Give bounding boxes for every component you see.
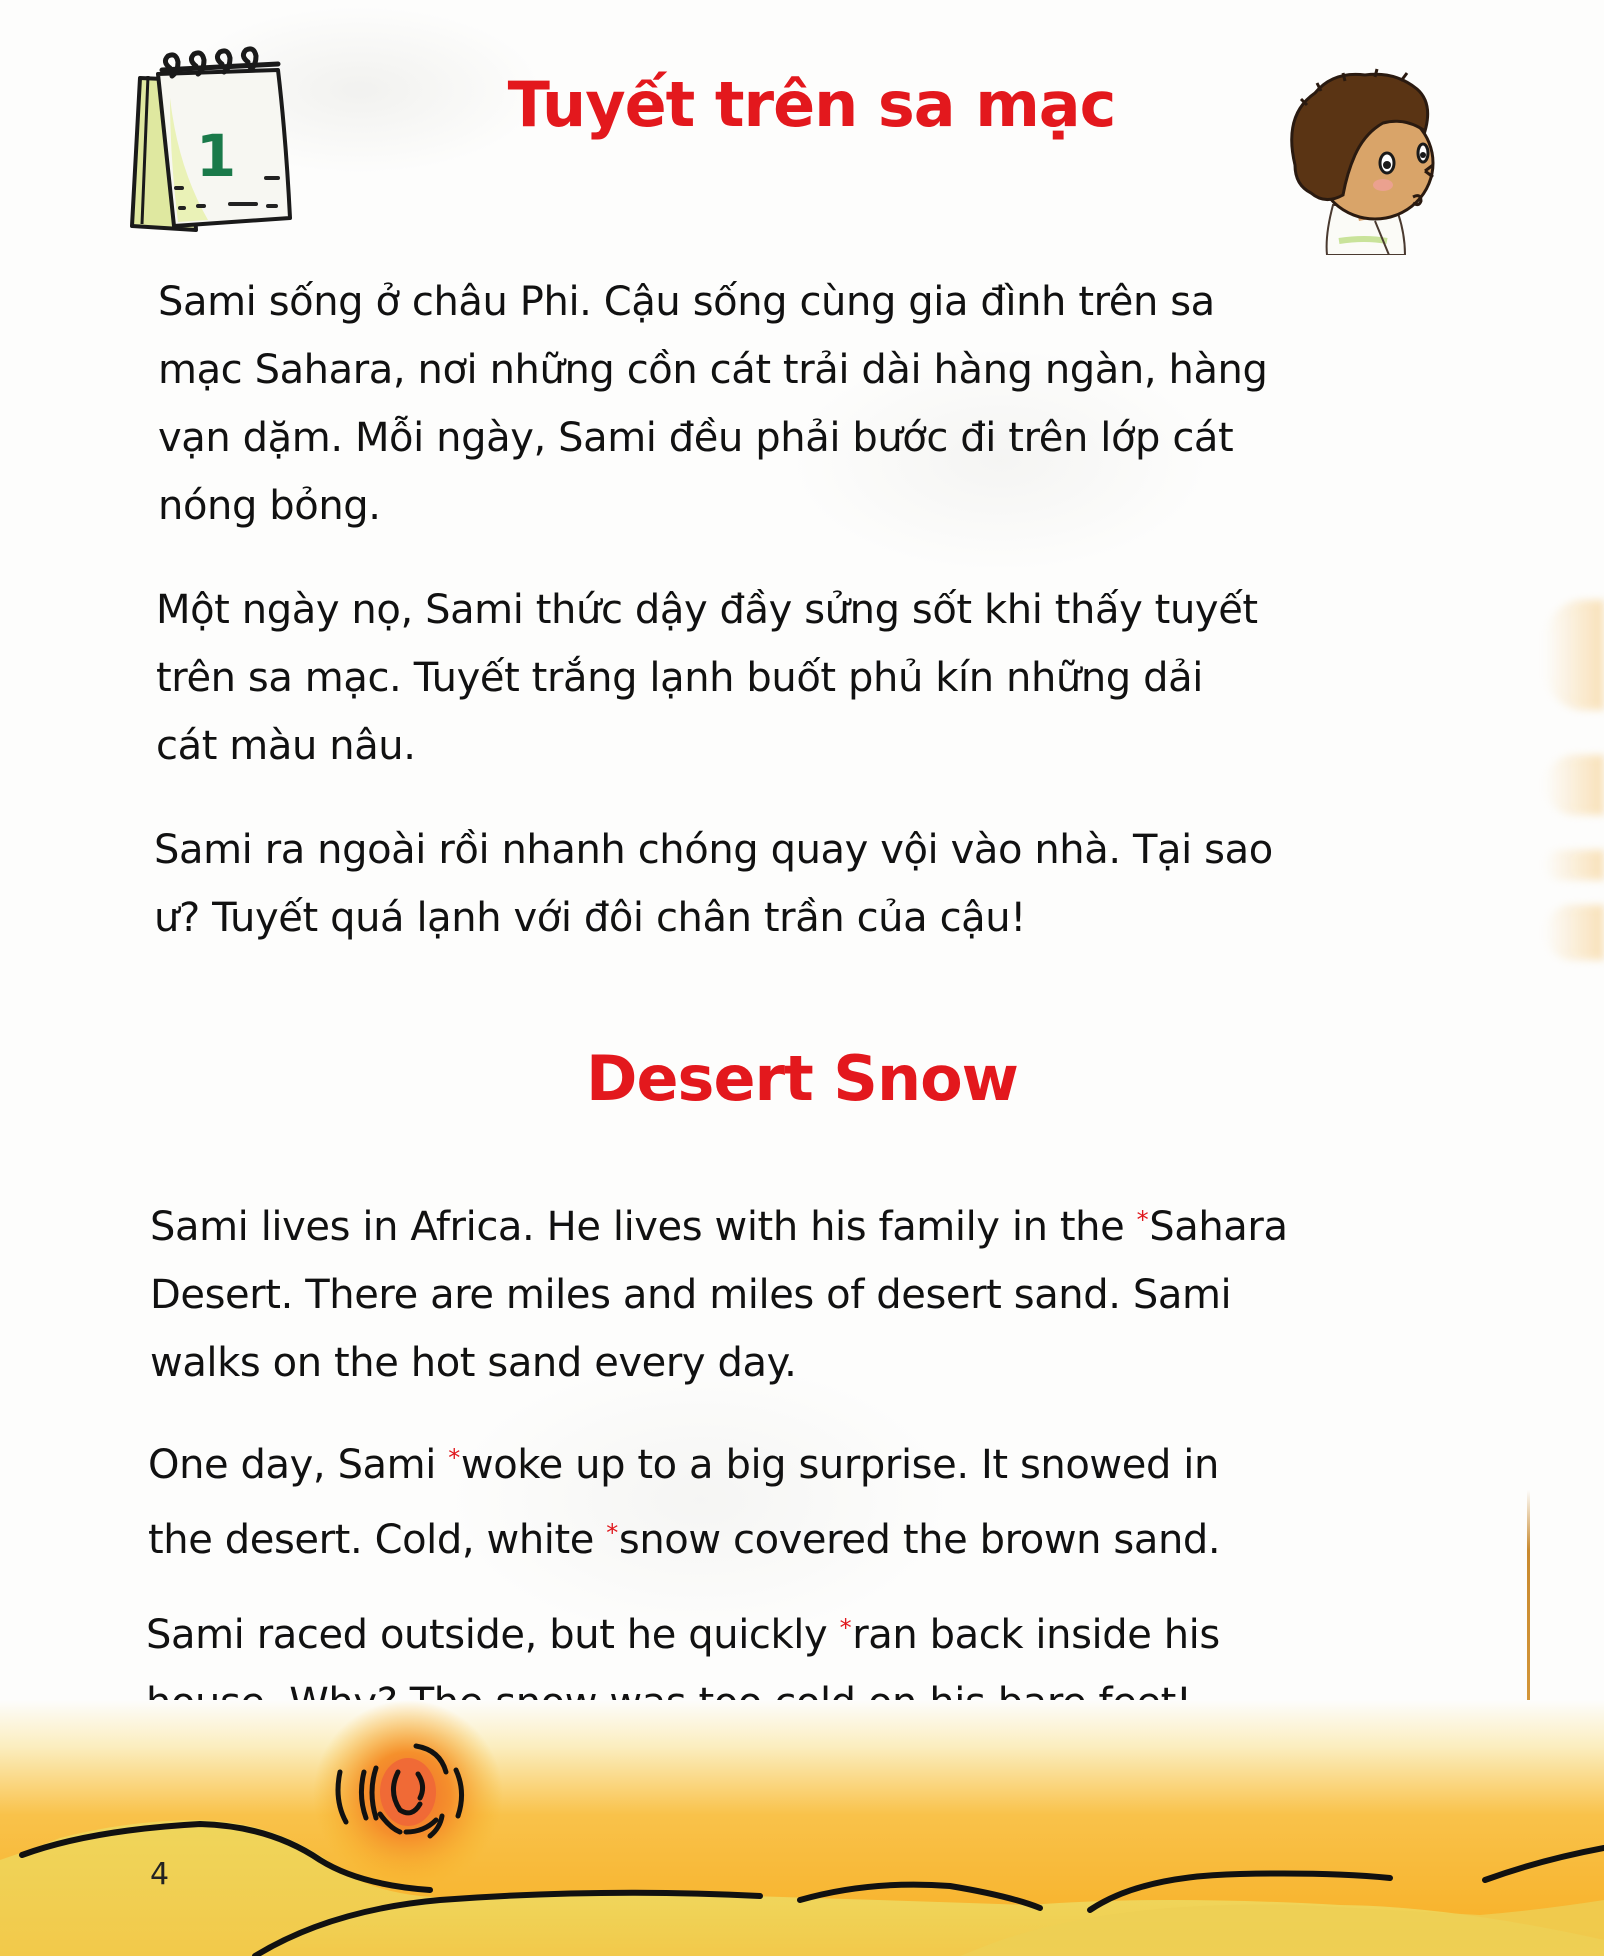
text-segment: Sami lives in Africa. He lives with his family in the [150, 1204, 1137, 1250]
text-line: vạn dặm. Mỗi ngày, Sami đều phải bước đi trên lớp cát [158, 415, 1234, 461]
text-line: mạc Sahara, nơi những cồn cát trải dài hàng ngàn, hàng [158, 347, 1268, 393]
text-segment: Sami raced outside, but he quickly [146, 1612, 840, 1658]
glossary-star-marker: * [606, 1519, 618, 1547]
text-line: Sami ra ngoài rồi nhanh chóng quay vội vào nhà. Tại sao [154, 827, 1273, 873]
text-line: Desert. There are miles and miles of desert sand. Sami [150, 1272, 1232, 1318]
story-title-vietnamese-text: Tuyết trên sa mạc [507, 68, 1116, 141]
text-line [148, 1499, 1220, 1574]
text-line: Sami sống ở châu Phi. Cậu sống cùng gia đình trên sa [158, 279, 1215, 325]
glossary-word: ran back inside his [852, 1612, 1220, 1658]
glossary-star-marker: * [448, 1444, 460, 1472]
glossary-word: Sahara [1149, 1204, 1288, 1250]
paragraph-vi-1 [158, 268, 1268, 540]
glossary-star-marker: * [839, 1614, 852, 1642]
text-line: nóng bỏng. [158, 483, 381, 529]
text-line [146, 1594, 1220, 1669]
glossary-star-marker: * [1136, 1206, 1149, 1234]
boy-character-illustration [1255, 45, 1455, 255]
text-line: trên sa mạc. Tuyết trắng lạnh buốt phủ kín những dải [156, 655, 1203, 701]
paragraph-en-2 [148, 1424, 1220, 1574]
text-line: Một ngày nọ, Sami thức dậy đầy sửng sốt khi thấy tuyết [156, 587, 1258, 633]
glossary-word: snow covered the brown sand. [618, 1517, 1221, 1563]
svg-text:1: 1 [195, 122, 237, 190]
text-line: walks on the hot sand every day. [150, 1340, 797, 1386]
text-line [150, 1186, 1288, 1261]
paragraph-vi-2 [156, 576, 1258, 780]
story-title-english: Desert Snow [586, 1042, 1018, 1115]
text-segment: One day, Sami [148, 1442, 449, 1488]
text-line: ư? Tuyết quá lạnh với đôi chân trần của cậu! [154, 895, 1026, 941]
glossary-word: woke up to a big surprise. It snowed in [460, 1442, 1219, 1488]
page-edge-tab [1544, 755, 1604, 815]
page-edge-tab [1544, 850, 1604, 880]
page-number: 4 [150, 1857, 170, 1892]
text-line [148, 1424, 1220, 1499]
desert-sunset-illustration [0, 1700, 1604, 1956]
paragraph-en-1 [150, 1186, 1288, 1397]
paragraph-vi-3 [154, 816, 1273, 952]
text-line: cát màu nâu. [156, 723, 416, 769]
text-segment: the desert. Cold, white [148, 1517, 607, 1563]
page-edge-tab [1544, 905, 1604, 960]
page-edge-tab [1544, 600, 1604, 710]
